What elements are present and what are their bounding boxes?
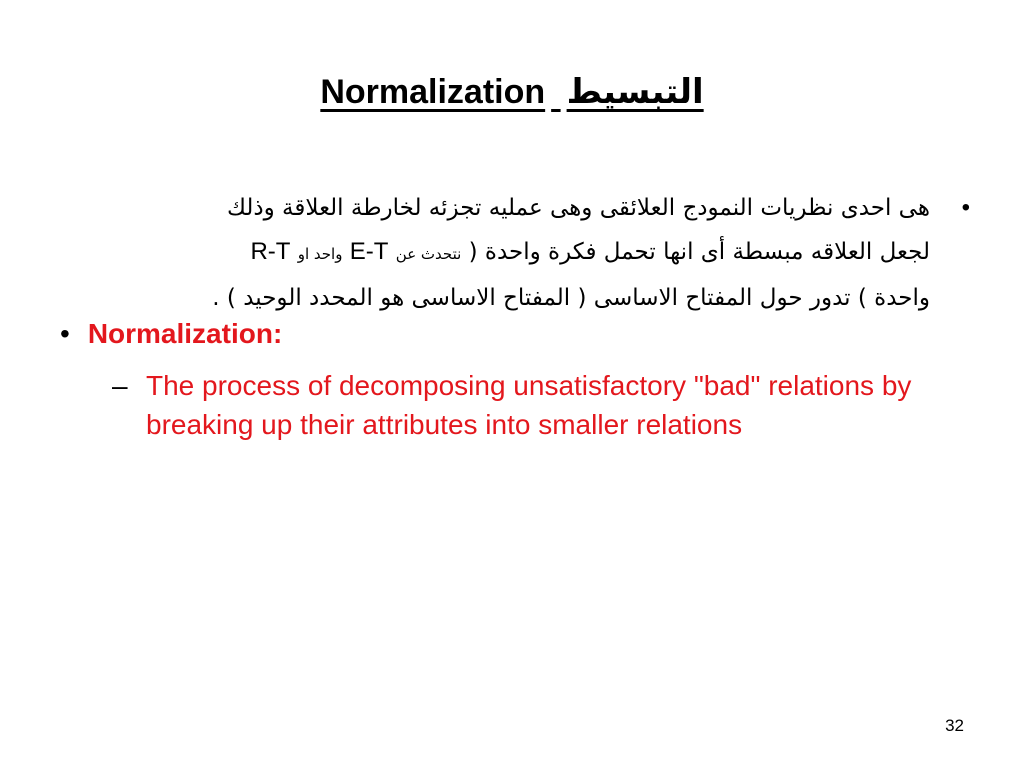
definition-sub-bullet (112, 366, 942, 444)
arabic-line-2-et: E-T (349, 238, 389, 265)
arabic-line-1: هى احدى نظريات النمودج العلائقى وهى عمليه تجزئه لخارطة العلاقة وذلك (226, 195, 930, 221)
arabic-bullet-item (90, 186, 970, 320)
dash-bullet-icon: – (112, 370, 128, 401)
arabic-bullet-text (90, 186, 930, 320)
arabic-line-2-small-1: نتحدث عن (395, 245, 462, 263)
arabic-line-2-small-2: واحد او (297, 245, 343, 263)
arabic-line-2-part-1: لجعل العلاقه مبسطة أى انها تحمل فكرة واحدة ( (468, 239, 930, 265)
bullet-dot-icon: • (60, 318, 70, 349)
slide-number: 32 (945, 716, 964, 735)
title-english: Normalization (320, 73, 546, 111)
normalization-bullet-item (60, 318, 282, 350)
definition-text: The process of decomposing unsatisfactory "bad" relations by breaking up their attributes into smaller relations (146, 370, 912, 440)
arabic-line-3: واحدة ) تدور حول المفتاح الاساسى ( المفتاح الاساسى هو المحدد الوحيد ) . (212, 285, 930, 311)
arabic-line-2 (90, 230, 930, 276)
slide-title (0, 72, 1024, 112)
arabic-line-2-rt: R-T (250, 238, 291, 265)
title-arabic: التبسيط (566, 73, 704, 111)
normalization-label: Normalization: (87, 318, 283, 349)
bullet-dot-icon: • (961, 194, 970, 221)
